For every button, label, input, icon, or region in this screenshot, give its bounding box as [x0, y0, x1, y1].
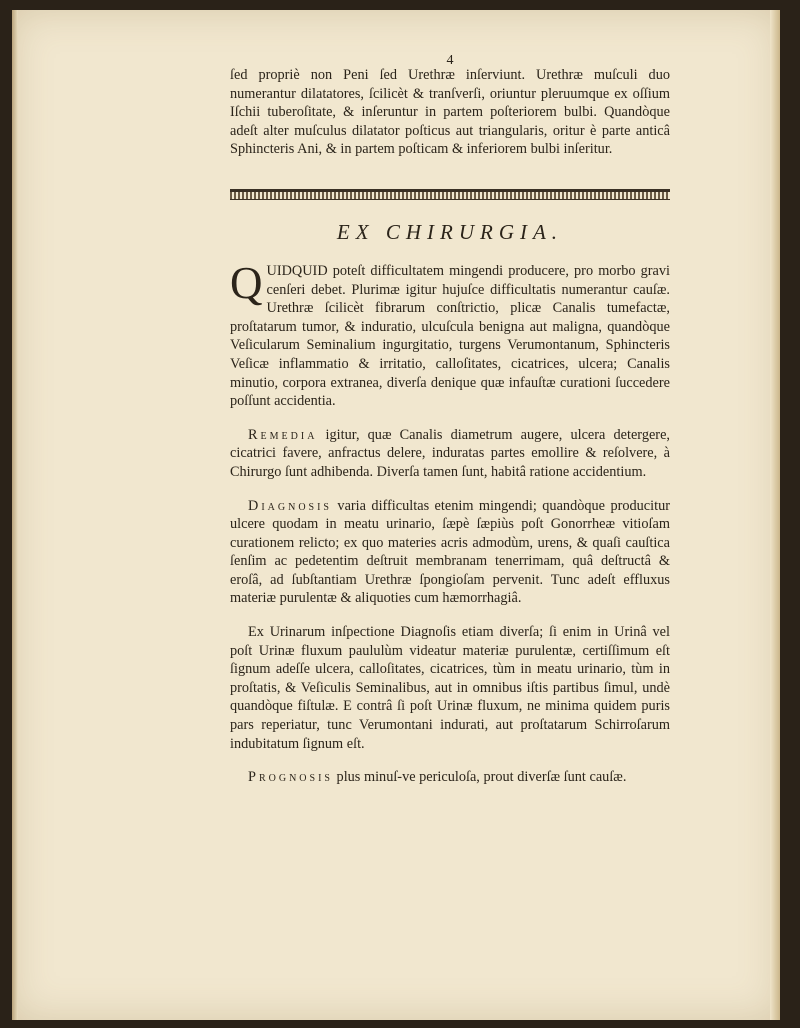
diagnosis-paragraph — [230, 497, 670, 609]
diagnosis-lead: Diagnosis — [248, 497, 332, 514]
ornamental-rule — [230, 189, 670, 200]
section-title: EX CHIRURGIA. — [336, 219, 564, 244]
urinarum-lead: Ex — [248, 624, 264, 641]
page-edge — [770, 10, 780, 1020]
drop-cap: Q — [230, 257, 263, 308]
intro-lead-word: UIDQUID — [266, 262, 328, 279]
prognosis-lead: Prognosis — [248, 769, 333, 786]
intro-text: poteſt difficultatem mingendi producere, pro morbo gravi cenſeri debet. Plurimæ igitur hujuſce difficultatis numerantur cauſæ. Urethræ ſcilicèt fibrarum conſtrictio, plicæ Canalis tumefactæ, proſtatarum tumor, & induratio, ulcuſcula benigna aut maligna, quandòque Veſicularum Seminalium ingurgitatio, turgens Verumontanum, Sphincteris Veſicæ inflammatio & irritatio, calloſitates, cicatrices, ulcera; Canalis minutio, corpora extranea, diverſa denique quæ infauſtæ curationi ſuccedere poſſunt accidentia. — [230, 262, 670, 410]
page-binding-shadow — [12, 10, 18, 1020]
diagnosis-text: varia difficultas etenim mingendi; quandòque producitur ulcere quodam in meatu urinario, ſæpè ſæpiùs poſt Gonorrheæ vitioſam curationem relicto; ex quo materies acris admodùm, urens, & quaſi cauſtica ſenſim ac pedetentim deſtruit membranam tenerrimam, quâ deſtructâ & eroſâ, ad ſubſtantiam Urethræ ſpongioſam pervenit. Tunc adeſt effluxus materiæ purulentæ & aliquoties cum hæmorrhagiâ. — [230, 497, 670, 607]
page-content — [230, 53, 670, 787]
remedia-paragraph — [230, 426, 670, 482]
continued-paragraph: ſed propriè non Peni ſed Urethræ inſerviunt. Urethræ muſculi duo numerantur dilatatores, ſcilicèt & tranſverſi, oriuntur pleruumque ex oſſium Iſchii tuberoſitate, & inſeruntur in partem poſteriorem bulbi. Quandòque adeſt alter muſculus dilatator poſticus aut triangularis, oritur è parte anticâ Sphincteris Ani, & in partem poſticam & inferiorem bulbi inſeritur. — [230, 67, 670, 158]
prognosis-paragraph — [230, 768, 670, 787]
intro-paragraph — [230, 257, 670, 411]
urinarum-paragraph — [230, 623, 670, 753]
prognosis-text: plus minuſ-ve periculoſa, prout diverſæ ſunt cauſæ. — [332, 769, 627, 786]
remedia-lead: Remedia — [248, 426, 318, 443]
urinarum-text: Urinarum inſpectione Diagnoſis etiam diverſa; ſi enim in Urinâ vel poſt Urinæ fluxum paululùm videatur materiæ purulentæ, certiſſimum eſt ſignum adeſſe ulcera, calloſitates, cicatrices, tùm in meatu urinario, tùm in proſtatis, & Veſiculis Seminalibus, aut in omnibus iſtis partibus ſimul, undè quandòque fiſtulæ. E contrâ ſi poſt Urinæ fluxum, ne minima quidem puris pars reperiatur, tunc Verumontani indurati, aut proſtatarum Schirroſarum indubitatum ſignum eſt. — [230, 624, 670, 752]
remedia-text: igitur, quæ Canalis diametrum augere, ulcera detergere, cicatrici favere, anfractus delere, induratas partes emollire & reſolvere, à Chirurgo ſunt adhibenda. Diverſa tamen ſunt, habitâ ratione accidentium. — [230, 426, 670, 480]
page-number: 4 — [446, 53, 454, 68]
book-page — [12, 10, 780, 1020]
